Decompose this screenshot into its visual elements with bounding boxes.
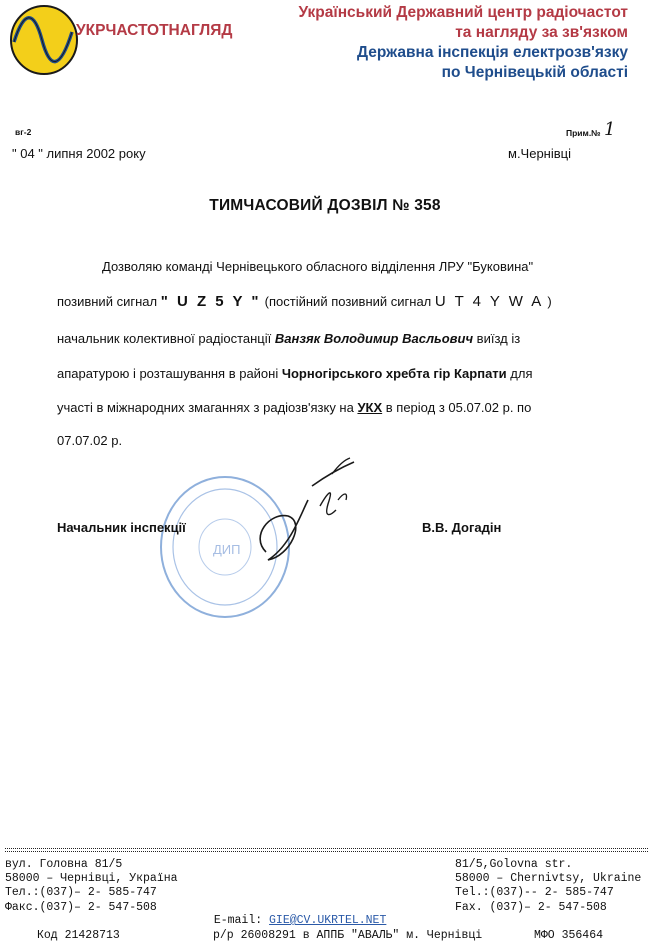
fax-en: Fax. (037)– 2- 547-508 (455, 901, 607, 914)
seal-text: ДИП (213, 542, 241, 557)
document-date: " 04 " липня 2002 року (12, 146, 146, 161)
company-code: Код 21428713 (37, 929, 120, 942)
permanent-callsign: U T 4 Y W A (434, 293, 544, 310)
band-name: УКХ (357, 400, 383, 415)
callsign-post: ) (543, 294, 552, 309)
address-en-line-1: 81/5,Golovna str. (455, 858, 573, 871)
ukrchastotnaglyad-logo (6, 2, 254, 80)
address-ua-line-2: 58000 – Чернівці, Україна (5, 872, 178, 885)
address-en-line-2: 58000 – Chernivtsy, Ukraine (455, 872, 642, 885)
location-post: для (506, 366, 533, 381)
phone-en: Tel.:(037)-- 2- 585-747 (455, 886, 614, 899)
handwritten-signature (230, 456, 380, 576)
logo-text: УКРЧАСТОТНАГЛЯД (76, 22, 233, 39)
prim-number: 1 (604, 119, 616, 140)
bank-account: р/р 26008291 в АППБ "АВАЛЬ" м. Чернівці (213, 929, 483, 942)
location-name: Чорногірського хребта гір Карпати (281, 366, 507, 381)
footer-divider (5, 848, 648, 849)
email-link[interactable]: GIE@CV.UKRTEL.NET (269, 914, 387, 927)
address-ua-line-1: вул. Головна 81/5 (5, 858, 123, 871)
footer-divider-2 (5, 851, 648, 852)
document-city: м.Чернівці (508, 146, 571, 161)
signer-name: В.В. Догадін (422, 520, 502, 535)
document-title: ТИМЧАСОВИЙ ДОЗВІЛ № 358 (209, 197, 441, 214)
body-line-3 (57, 331, 520, 346)
body-line-4 (57, 366, 533, 381)
bank-mfo: МФО 356464 (534, 929, 604, 942)
org-line-3: Державна інспекція електрозв'язку (357, 44, 628, 61)
station-head-post: виїзд із (473, 331, 521, 346)
phone-ua: Тел.:(037)– 2- 585-747 (5, 886, 157, 899)
signer-position: Начальник інспекції (57, 520, 186, 535)
location-pre: апаратурою і розташування в районі (57, 366, 282, 381)
prim-label-text: Прим.№ (566, 128, 601, 138)
org-line-4: по Чернівецькій області (441, 64, 628, 81)
org-line-1: Український Державний центр радіочастот (298, 4, 628, 21)
contest-post: в період з 05.07.02 р. по (382, 400, 532, 415)
body-line-5 (57, 400, 531, 415)
station-head-name: Ванзяк Володимир Васльович (274, 331, 474, 346)
body-line-6: 07.07.02 р. (57, 433, 123, 448)
org-line-2: та нагляду за зв'язком (455, 24, 628, 41)
callsign-pre: позивний сигнал (57, 294, 161, 309)
temporary-callsign: " U Z 5 Y " (160, 293, 262, 310)
fax-ua: Факс.(037)– 2- 547-508 (5, 901, 157, 914)
station-head-pre: начальник колективної радіостанції (57, 331, 275, 346)
email-block (200, 901, 386, 927)
contest-pre: участі в міжнародних змаганнях з радіозв'язку на (57, 400, 358, 415)
body-line-2 (57, 293, 552, 310)
email-label: E-mail: (213, 914, 270, 927)
prim-label (566, 119, 616, 140)
form-code: вг-2 (15, 127, 32, 137)
body-line-1: Дозволяю команді Чернівецького обласного відділення ЛРУ "Буковина" (102, 259, 534, 274)
callsign-mid: (постійний позивний сигнал (261, 294, 435, 309)
